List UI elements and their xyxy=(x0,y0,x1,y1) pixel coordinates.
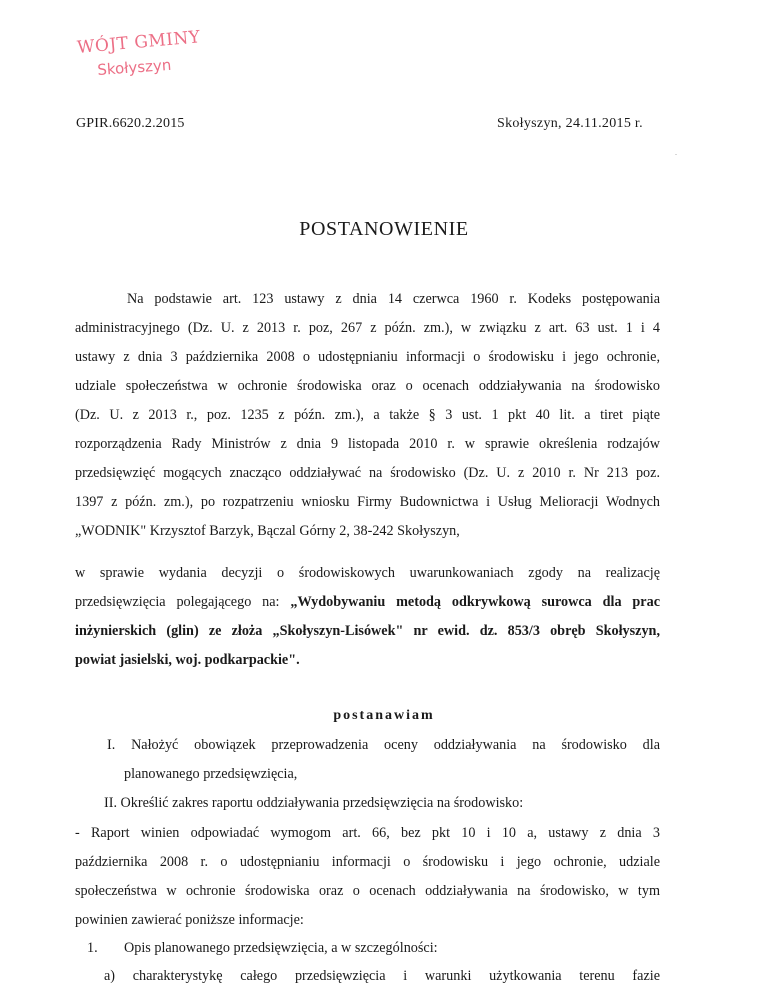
reference-number: GPIR.6620.2.2015 xyxy=(76,116,185,131)
report-requirements-line: października 2008 r. o udostępnianiu informacji o środowisku i jego ochronie, udziale xyxy=(75,854,660,870)
report-requirements-line: społeczeństwa w ochronie środowiska oraz o ocenach oddziaływania na środowisko, w tym xyxy=(75,883,660,899)
subject-line: inżynierskich (glin) ze złoża „Skołyszyn-Lisówek" nr ewid. dz. 853/3 obręb Skołyszyn, xyxy=(75,623,660,639)
paragraph-line: administracyjnego (Dz. U. z 2013 r. poz, 267 z późn. zm.), w związku z art. 63 ust. 1 i 4 xyxy=(75,320,660,336)
paragraph-line: przedsięwzięć mogących znacząco oddziaływać na środowisko (Dz. U. z 2010 r. Nr 213 poz. xyxy=(75,465,660,481)
subject-intro: przedsięwzięcia polegającego na: xyxy=(75,594,291,610)
stamp-municipality: Skołyszyn xyxy=(96,55,172,79)
decision-item-I: I. Nałożyć obowiązek przeprowadzenia oceny oddziaływania na środowisko dla xyxy=(107,737,660,753)
paragraph-line: rozporządzenia Rady Ministrów z dnia 9 listopada 2010 r. w sprawie określenia rodzajów xyxy=(75,436,660,452)
paragraph-line: Na podstawie art. 123 ustawy z dnia 14 czerwca 1960 r. Kodeks postępowania xyxy=(127,291,660,307)
paragraph-line: udziale społeczeństwa w ochronie środowiska oraz o ocenach oddziaływania na środowisko xyxy=(75,378,660,394)
report-requirements-line: - Raport winien odpowiadać wymogom art. 66, bez pkt 10 i 10 a, ustawy z dnia 3 xyxy=(75,825,660,841)
paragraph-line: (Dz. U. z 2013 r., poz. 1235 z późn. zm.), a także § 3 ust. 1 pkt 40 lit. a tiret piąte xyxy=(75,407,660,423)
subject-line xyxy=(75,594,660,611)
sub-item-a: a) charakterystykę całego przedsięwzięcia i warunki użytkowania terenu fazie xyxy=(104,968,660,984)
decision-heading: postanawiam xyxy=(333,708,435,723)
paragraph-line: ustawy z dnia 3 października 2008 o udostępnianiu informacji o środowisku i jego ochronie, xyxy=(75,349,660,365)
report-requirements-line: powinien zawierać poniższe informacje: xyxy=(75,912,304,928)
place-and-date: Skołyszyn, 24.11.2015 r. xyxy=(497,116,643,131)
subject-project-name: „Wydobywaniu metodą odkrywkową surowca dla prac xyxy=(290,594,660,610)
list-number: 1. xyxy=(87,940,98,956)
subject-line: w sprawie wydania decyzji o środowiskowych uwarunkowaniach zgody na realizację xyxy=(75,565,660,581)
decision-item-II: II. Określić zakres raportu oddziaływania przedsięwzięcia na środowisko: xyxy=(104,795,524,811)
document-title: POSTANOWIENIE xyxy=(299,218,469,240)
stamp-title: WÓJT GMINY xyxy=(76,27,202,58)
decision-item-I-cont: planowanego przedsięwzięcia, xyxy=(124,766,298,782)
scan-speck: . xyxy=(675,148,677,157)
subject-line: powiat jasielski, woj. podkarpackie". xyxy=(75,652,300,668)
wojt-stamp xyxy=(70,27,210,82)
paragraph-line: 1397 z późn. zm.), po rozpatrzeniu wniosku Firmy Budownictwa i Usług Melioracji Wodnych xyxy=(75,494,660,510)
list-item-text: Opis planowanego przedsięwzięcia, a w szczególności: xyxy=(124,940,438,956)
paragraph-line: „WODNIK" Krzysztof Barzyk, Bączal Górny 2, 38-242 Skołyszyn, xyxy=(75,523,460,539)
